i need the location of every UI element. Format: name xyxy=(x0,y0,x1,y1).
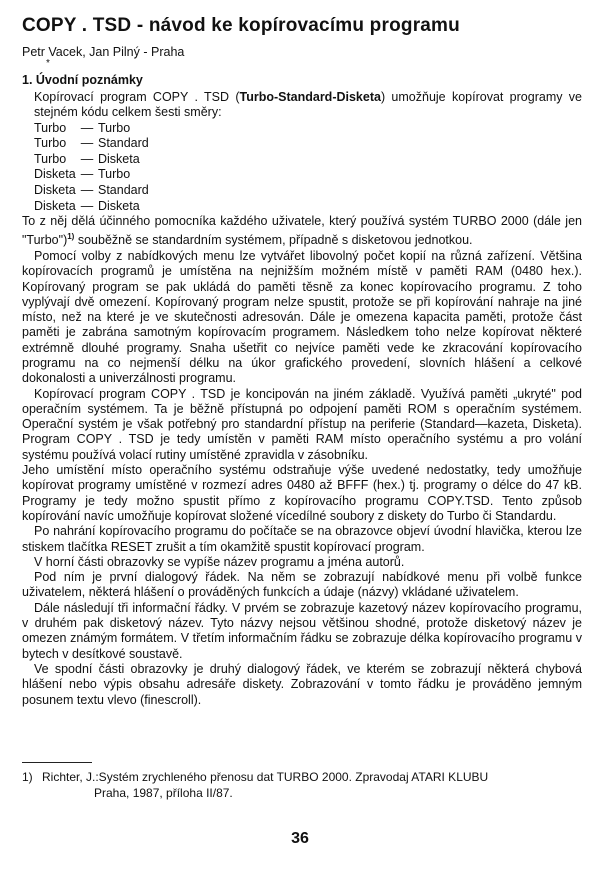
direction-dash: — xyxy=(80,151,94,166)
direction-from: Disketa xyxy=(34,167,76,182)
direction-row xyxy=(34,121,149,137)
body-paragraph: Pod ním je první dialogový řádek. Na něm se zobrazují nabídkové menu při volbě funkce uživatelem, některá hlášení o prováděných funkcích a údaje (názvy) vkládané uživatelem. xyxy=(22,570,582,600)
direction-to: Disketa xyxy=(98,151,140,166)
direction-from: Disketa xyxy=(34,198,76,213)
footnote-body xyxy=(42,770,542,801)
asterisk-mark: * xyxy=(46,58,50,69)
direction-row xyxy=(34,183,149,199)
intro-paragraph xyxy=(22,90,582,121)
document-title: COPY . TSD - návod ke kopírovacímu programu xyxy=(22,15,460,36)
intro-after: ) umožňuje kopírovat programy ve stejném kódu celkem šesti směry: xyxy=(34,90,582,120)
turbo-after: souběžně se standardním systémem, případně s disketovou jednotkou. xyxy=(74,233,473,248)
turbo-paragraph xyxy=(22,214,582,249)
direction-from: Turbo xyxy=(34,151,67,166)
direction-row xyxy=(34,199,149,215)
intro-before: Kopírovací program COPY . TSD ( xyxy=(34,90,240,104)
page-number: 36 xyxy=(291,830,309,847)
direction-to: Standard xyxy=(98,182,149,197)
footnote-line: Praha, 1987, příloha II/87. xyxy=(94,785,233,800)
intro-bold: Turbo-Standard-Disketa xyxy=(239,90,381,104)
footnote-line: Richter, J.:Systém zrychleného přenosu dat TURBO 2000. Zpravodaj ATARI KLUBU xyxy=(42,770,489,784)
body-paragraph: Ve spodní části obrazovky je druhý dialogový řádek, ve kterém se zobrazují některá chybová hlášení nebo výpis obsahu adresáře diskety. Zobrazování v tomto řádku je prováděno jemným posunem textu vlevo (finescroll). xyxy=(22,661,582,707)
document-page xyxy=(22,14,582,708)
footnote-divider xyxy=(22,762,92,763)
direction-dash: — xyxy=(80,167,94,182)
direction-dash: — xyxy=(80,120,94,135)
body-paragraph: Po nahrání kopírovacího programu do počítače se na obrazovce objeví úvodní hlavička, kterou lze stiskem tlačítka RESET zrušit a tím okamžitě spustit kopírovací program. xyxy=(22,524,582,554)
direction-dash: — xyxy=(80,198,94,213)
direction-from: Turbo xyxy=(34,120,67,135)
body-paragraph: Kopírovací program COPY . TSD je koncipován na jiném základě. Využívá paměti „ukryté" pod operačním systémem. Ta je běžně přístupná po odpojení paměti ROM s operačním systémem. Operační systém je však potřebný pro standardní přístup na periferie (Standard—kazeta, Disketa). Program COPY . TSD je tedy umístěn v paměti RAM místo operačního systému a pro volání systému používá volací rutiny umístěné zpravidla v zásobníku. xyxy=(22,386,582,462)
section-heading: 1. Úvodní poznámky xyxy=(22,73,143,87)
turbo-before: To z něj dělá účinného pomocníka každého uživatele, který používá systém TURBO 2000 (dále jen "Turbo") xyxy=(22,214,582,248)
body-paragraph: V horní části obrazovky se vypíše název programu a jména autorů. xyxy=(34,554,405,569)
body-paragraph: Jeho umístění místo operačního systému odstraňuje výše uvedené nedostatky, tedy umožňuje kopírovat programy umístěné v rozmezí adres 0480 až BFFF (hex.) tj. programy o délce do 47 kB. Programy je tedy možno spustit přímo z kopírovacího programu COPY.TSD. Tento způsob kopírování navíc umožňuje kopírovat složené vícedílné soubory z diskety do Turbo či Standardu. xyxy=(22,463,582,523)
direction-to: Disketa xyxy=(98,198,140,213)
footnote-ref: 1) xyxy=(67,232,75,242)
body-paragraph: Dále následují tři informační řádky. V prvém se zobrazuje kazetový název kopírovacího programu, v druhém pak disketový název. Tyto názvy nejsou většinou shodné, protože disketový název je omezen známým formátem. V třetím informačním řádku se zobrazuje délka kopírovacího programu v bytech v desítkové soustavě. xyxy=(22,600,582,661)
directions-list xyxy=(34,121,149,215)
direction-to: Standard xyxy=(98,136,149,151)
body-paragraph: Pomocí volby z nabídkových menu lze vytvářet libovolný počet kopií na různá zařízení. Většina kopírovacích programů je umístěna na nejnižším možném místě v paměti RAM (0480 hex.). Kopírovaný program se pak ukládá do paměti těsně za konec kopírovacího programu. Z toho vyplývají dvě omezení. Kopírovaný program nelze spustit, protože se při kopírování nahraje na jiné místo, než na které je ve skutečnosti adresován. Dále je omezena kapacita paměti, protože část paměti je zabrána samotným kopírovacím programem. Následkem toho nelze kopírovat některé extrémně dlouhé programy. Snaha ušetřit co nejvíce paměti vede ke zkracování kopírovacího programu na co nejmenší délku na úkor grafického provedení, slovních hlášení a celkové dokonalosti a univerzálnosti programu. xyxy=(22,248,582,386)
footnote-number: 1) xyxy=(22,770,33,784)
direction-from: Turbo xyxy=(34,136,67,151)
direction-row xyxy=(34,136,149,152)
direction-to: Turbo xyxy=(98,120,131,135)
direction-row xyxy=(34,167,149,183)
direction-dash: — xyxy=(80,136,94,151)
direction-to: Turbo xyxy=(98,167,131,182)
direction-row xyxy=(34,152,149,168)
direction-dash: — xyxy=(80,182,94,197)
authors: Petr Vacek, Jan Pilný - Praha xyxy=(22,45,185,59)
direction-from: Disketa xyxy=(34,182,76,197)
